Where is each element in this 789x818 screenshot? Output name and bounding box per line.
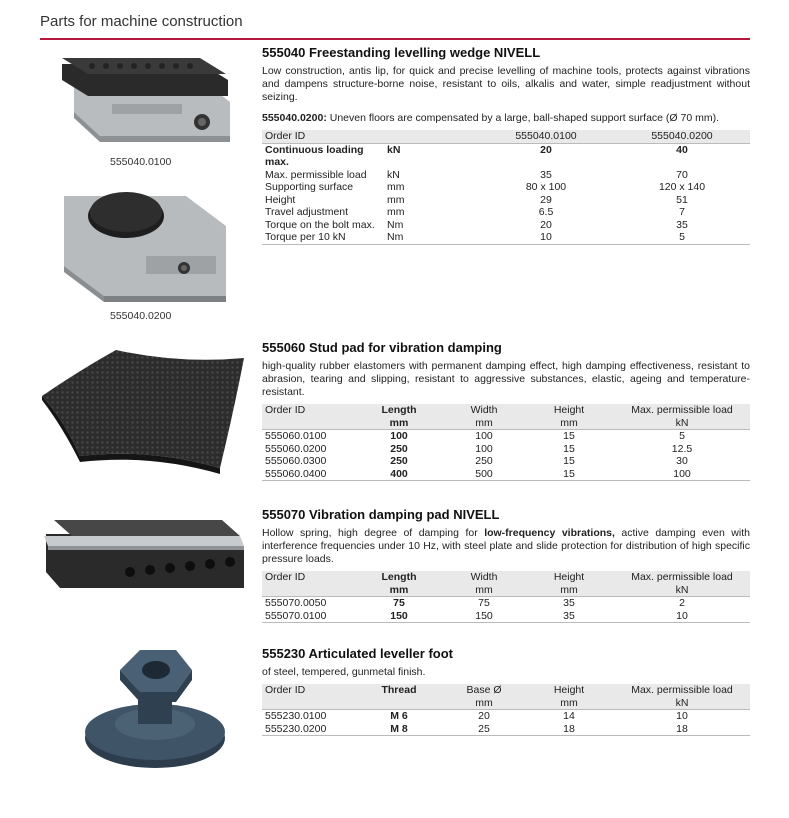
desc-part: active damping even with interference frequencies under 10 Hz, with steel plate and slide protection for distribution of high specific pressure loads. — [262, 527, 750, 565]
cell: 100 — [475, 442, 493, 455]
cell: 250 — [390, 442, 408, 455]
levelling-wedge-large-image — [56, 176, 236, 302]
cell: 20 — [478, 710, 490, 722]
table-row — [262, 169, 750, 182]
table-row — [262, 443, 750, 456]
cell: 555060.0400 — [262, 468, 354, 481]
cell: 75 — [478, 597, 490, 609]
row-unit: kN — [387, 143, 401, 156]
row-value: 7 — [679, 206, 685, 218]
header-cell: Order ID — [262, 571, 354, 584]
row-value: 20 — [540, 143, 552, 156]
note-order-id: 555040.0200: — [262, 112, 327, 124]
note-text: Uneven floors are compensated by a large, ball-shaped support surface (Ø 70 mm). — [326, 112, 720, 124]
header-cell: Max. permissible load — [614, 404, 750, 417]
row-unit: kN — [387, 168, 400, 181]
unit-cell — [262, 417, 354, 430]
section-555060 — [262, 340, 750, 481]
header-cell — [384, 130, 478, 143]
table-row — [262, 194, 750, 207]
row-label: Torque per 10 kN — [262, 231, 384, 244]
cell: 100 — [390, 430, 408, 442]
row-unit: mm — [387, 181, 405, 193]
cell: 18 — [614, 723, 750, 736]
cell: 555070.0050 — [265, 597, 327, 609]
cell: 10 — [614, 610, 750, 623]
table-row — [262, 455, 750, 468]
table-header-row — [262, 404, 750, 417]
section-description: Low construction, antis lip, for quick and precise levelling of machine tools, protects against vibrations and dampens structure-borne noise, resistant to oils, alkalis and water, simple readjustment without seizing. — [262, 65, 750, 103]
cell: 25 — [444, 723, 524, 736]
unit-cell: mm — [524, 697, 614, 710]
unit-cell — [262, 697, 354, 710]
wedge-large-caption: 555040.0200 — [110, 310, 172, 322]
header-cell: Width — [444, 404, 524, 417]
header-cell: Thread — [354, 684, 444, 697]
unit-cell: mm — [524, 417, 614, 430]
header-cell: Order ID — [262, 130, 384, 143]
table-row — [262, 181, 750, 194]
cell: M 8 — [354, 723, 444, 736]
row-value: 5 — [614, 231, 750, 244]
vibration-pad-image — [40, 510, 246, 598]
header-cell: Height — [524, 404, 614, 417]
section-title: 555230 Articulated leveller foot — [262, 646, 453, 661]
section-description: of steel, tempered, gunmetal finish. — [262, 666, 426, 678]
cell: M 6 — [390, 710, 408, 722]
table-row — [262, 206, 750, 219]
section-555070 — [262, 507, 750, 623]
row-value: 80 x 100 — [525, 181, 567, 193]
row-value: 29 — [540, 193, 552, 206]
cell: 35 — [524, 610, 614, 623]
section-note — [262, 112, 750, 125]
row-value: 120 x 140 — [658, 181, 706, 193]
page-title: Parts for machine construction — [40, 13, 243, 30]
unit-cell: mm — [354, 584, 444, 597]
table-units-row — [262, 584, 750, 597]
cell: 35 — [563, 597, 575, 609]
row-value: 40 — [676, 143, 688, 156]
row-unit: mm — [387, 193, 405, 206]
cell: 555060.0100 — [265, 430, 327, 442]
table-row — [262, 219, 750, 232]
levelling-wedge-small-image — [52, 50, 242, 148]
table-header-row — [262, 571, 750, 584]
section-555230 — [262, 646, 750, 736]
section-555040 — [262, 45, 750, 245]
header-cell: Max. permissible load — [614, 684, 750, 697]
cell: 18 — [524, 723, 614, 736]
table-row — [262, 597, 750, 610]
unit-cell: kN — [614, 584, 750, 597]
cell: 100 — [614, 468, 750, 481]
cell: 250 — [475, 455, 493, 467]
cell: 500 — [444, 468, 524, 481]
cell: 10 — [676, 710, 688, 722]
header-cell: 555040.0100 — [478, 130, 614, 143]
table-row — [262, 468, 750, 481]
unit-cell — [262, 584, 354, 597]
row-label: Height — [265, 193, 296, 206]
cell: 555060.0200 — [265, 442, 327, 455]
table-row — [262, 710, 750, 723]
table-header-row — [262, 130, 750, 143]
row-unit: Nm — [384, 231, 478, 244]
section-title: 555070 Vibration damping pad NIVELL — [262, 507, 500, 522]
unit-cell: mm — [354, 417, 444, 430]
table-row — [262, 231, 750, 244]
row-value: 20 — [540, 218, 552, 231]
section-title: 555060 Stud pad for vibration damping — [262, 340, 502, 355]
cell: 15 — [524, 468, 614, 481]
unit-cell: mm — [444, 697, 524, 710]
row-unit: mm — [387, 206, 405, 218]
row-value: 10 — [478, 231, 614, 244]
cell: 250 — [390, 455, 408, 467]
table-header-row — [262, 684, 750, 697]
unit-cell: kN — [614, 697, 750, 710]
header-cell: Length — [354, 571, 444, 584]
cell: 5 — [679, 430, 685, 442]
header-cell: Max. permissible load — [614, 571, 750, 584]
cell: 555060.0300 — [265, 455, 327, 467]
row-value: 51 — [676, 193, 688, 206]
cell: 100 — [475, 430, 493, 442]
desc-part: Hollow spring, high degree of damping for — [262, 527, 485, 539]
header-cell: Height — [524, 684, 614, 697]
row-label: Supporting surface — [265, 181, 354, 193]
spec-table — [262, 130, 750, 245]
cell: 14 — [563, 710, 575, 722]
header-cell: Length — [354, 404, 444, 417]
cell: 400 — [354, 468, 444, 481]
table-row — [262, 143, 750, 169]
header-cell: Base Ø — [444, 684, 524, 697]
cell: 555230.0100 — [265, 710, 327, 722]
row-unit: Nm — [387, 218, 404, 231]
desc-emphasis: low-frequency vibrations, — [484, 527, 615, 539]
header-cell: Height — [524, 571, 614, 584]
header-cell: Order ID — [262, 684, 354, 697]
cell: 15 — [563, 455, 575, 467]
unit-cell: mm — [444, 417, 524, 430]
cell: 30 — [676, 455, 688, 467]
leveller-foot-image — [80, 640, 230, 780]
section-description: high-quality rubber elastomers with permanent damping effect, high damping effectiveness, resistant to abrasion, tearing and slipping, resistant to aggressive substances, elastic, ageing and temperature-resistant. — [262, 360, 750, 398]
header-cell: Order ID — [262, 404, 354, 417]
cell: 75 — [393, 597, 405, 609]
table-units-row — [262, 417, 750, 430]
spec-table — [262, 404, 750, 481]
row-value: 35 — [540, 168, 552, 181]
header-cell: 555040.0200 — [614, 130, 750, 143]
table-row — [262, 723, 750, 736]
stud-pad-image — [40, 340, 246, 476]
row-label: Torque on the bolt max. — [265, 218, 375, 231]
cell: 2 — [679, 597, 685, 609]
cell: 12.5 — [671, 442, 693, 455]
cell: 150 — [354, 610, 444, 623]
unit-cell: kN — [614, 417, 750, 430]
section-title: 555040 Freestanding levelling wedge NIVELL — [262, 45, 541, 60]
unit-cell — [354, 697, 444, 710]
header-rule — [40, 38, 750, 40]
cell: 15 — [563, 430, 575, 442]
unit-cell: mm — [524, 584, 614, 597]
header-cell: Width — [444, 571, 524, 584]
wedge-small-caption: 555040.0100 — [110, 156, 172, 168]
spec-table — [262, 684, 750, 736]
row-value: 35 — [676, 218, 688, 231]
cell: 555070.0100 — [262, 610, 354, 623]
cell: 555230.0200 — [262, 723, 354, 736]
row-value: 70 — [676, 168, 688, 181]
cell: 150 — [444, 610, 524, 623]
table-units-row — [262, 697, 750, 710]
row-value: 6.5 — [538, 206, 554, 218]
row-label: Travel adjustment — [265, 206, 349, 218]
row-label: Max. permissible load — [265, 168, 367, 181]
section-description — [262, 527, 750, 566]
table-row — [262, 610, 750, 623]
table-row — [262, 430, 750, 443]
spec-table — [262, 571, 750, 623]
row-label: Continuous loading max. — [265, 143, 364, 168]
cell: 15 — [563, 442, 575, 455]
unit-cell: mm — [444, 584, 524, 597]
